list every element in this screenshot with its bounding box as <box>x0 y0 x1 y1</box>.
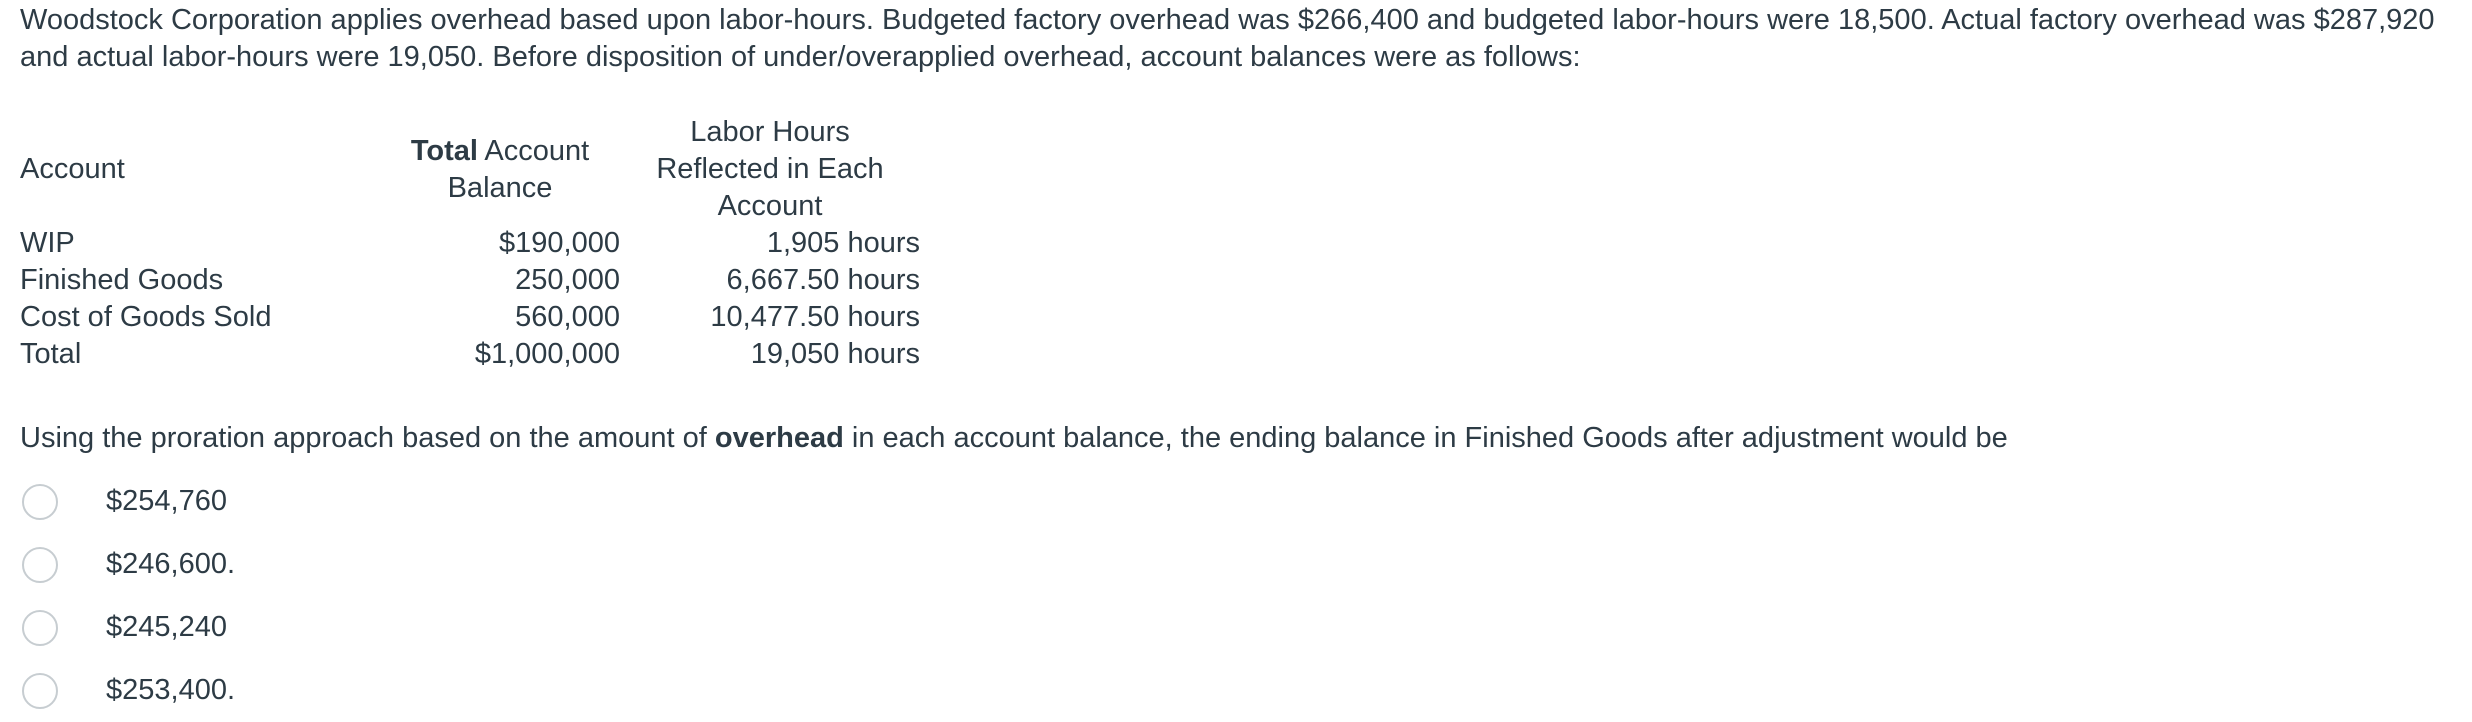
row-balance: 250,000 <box>515 264 620 296</box>
row-hours: 1,905 hours <box>766 227 920 259</box>
table-row <box>20 225 920 262</box>
answer-option-label[interactable]: $253,400. <box>106 674 236 706</box>
row-balance: $1,000,000 <box>474 338 620 370</box>
table-row <box>20 262 920 299</box>
header-total-account-balance: Total Account Balance <box>410 134 590 204</box>
answer-options <box>22 470 235 722</box>
question-intro: Woodstock Corporation applies overhead based upon labor-hours. Budgeted factory overhead was $266,400 and budgeted labor-hours were 18,500. Actual factory overhead was $287,920 and actual labor-hours were 19,050. Before disposition of under/overapplied overhead, account balances were as follows: <box>20 4 2435 73</box>
table-row <box>20 299 920 336</box>
answer-option-1[interactable] <box>22 470 235 533</box>
row-hours: 19,050 hours <box>750 338 920 370</box>
question-container <box>20 2 2460 76</box>
row-account: Total <box>20 338 82 370</box>
question-prompt: Using the proration approach based on the amount of overhead in each account balance, the ending balance in Finished Goods after adjustment would be <box>20 422 2008 454</box>
answer-option-2[interactable] <box>22 533 235 596</box>
header-labor-hours: Labor Hours Reflected in Each Account <box>656 116 884 222</box>
answer-option-label[interactable]: $246,600. <box>106 548 236 580</box>
answer-option-label[interactable]: $254,760 <box>106 485 227 517</box>
account-balances-table <box>20 114 920 373</box>
row-hours: 10,477.50 hours <box>710 301 920 333</box>
table-row-total <box>20 336 920 373</box>
answer-option-3[interactable] <box>22 596 235 659</box>
radio-button[interactable] <box>22 673 58 709</box>
row-account: WIP <box>20 227 75 259</box>
row-balance: 560,000 <box>515 301 620 333</box>
radio-button[interactable] <box>22 610 58 646</box>
row-account: Cost of Goods Sold <box>20 301 272 333</box>
header-total-bold: Total <box>410 134 478 167</box>
row-account: Finished Goods <box>20 264 224 296</box>
header-account: Account <box>20 153 125 185</box>
answer-option-label[interactable]: $245,240 <box>106 611 227 643</box>
radio-button[interactable] <box>22 547 58 583</box>
answer-option-4[interactable] <box>22 659 235 722</box>
row-balance: $190,000 <box>499 227 620 259</box>
prompt-bold-overhead: overhead <box>714 422 844 454</box>
table-header-row <box>20 114 920 225</box>
row-hours: 6,667.50 hours <box>726 264 920 296</box>
radio-button[interactable] <box>22 484 58 520</box>
